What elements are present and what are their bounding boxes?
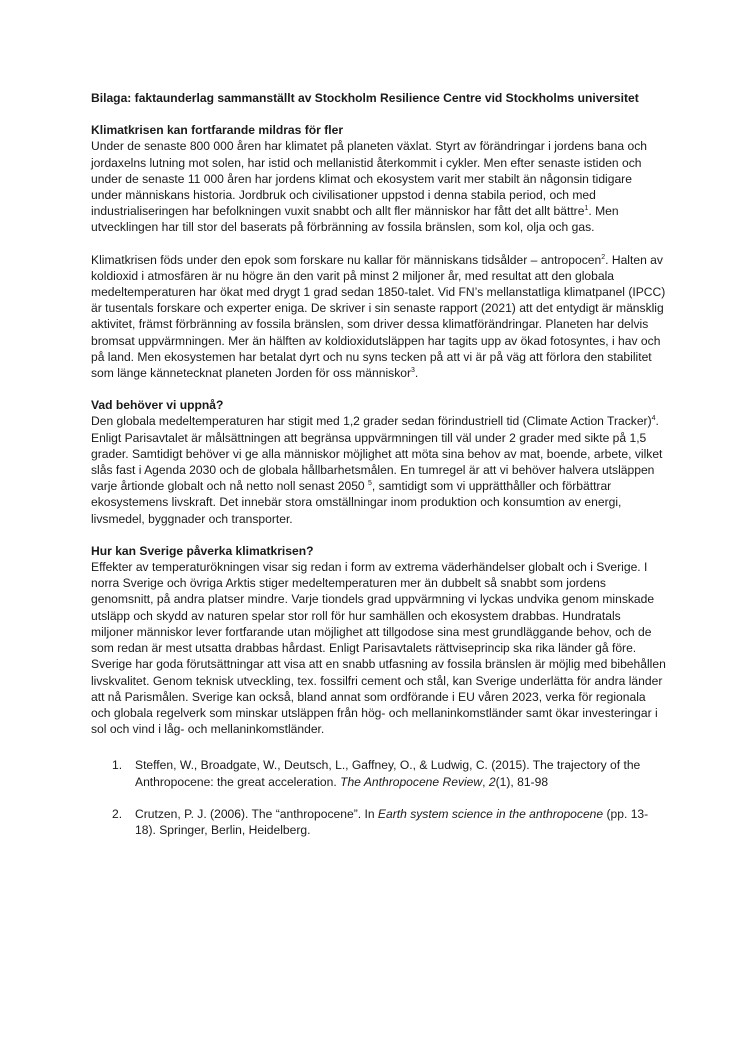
paragraph-text: . Enligt Parisavtalet är målsättningen att begränsa uppvärmningen till väl under 2 grader med sikte på 1,5 grader. Samtidigt behöver vi ge alla människor möjlighet att möta sina behov av mat, boende, arbete, vilket slås fast i Agenda 2030 och de globala hållbarhetsmålen. En tumregel är att vi behöver halvera utsläppen varje årtionde globalt och nå netto noll senast 2050 <box>91 414 663 494</box>
reference-book-title: Earth system science in the anthropocene <box>377 806 604 821</box>
paragraph <box>91 252 666 382</box>
paragraph <box>91 413 666 526</box>
reference-list <box>91 757 666 838</box>
reference-number: 2. <box>112 806 123 821</box>
reference-text: , <box>482 774 489 789</box>
document-title: Bilaga: faktaunderlag sammanställt av Stockholm Resilience Centre vid Stockholms universitet <box>91 91 639 105</box>
footnote-marker: 5 <box>368 480 372 488</box>
section-sweden <box>91 543 666 737</box>
section-heading: Hur kan Sverige påverka klimatkrisen? <box>91 543 314 558</box>
paragraph-text: . <box>414 366 419 381</box>
paragraph-text: . Halten av koldioxid i atmosfären är nu högre än den varit på minst 2 miljoner år, med resultat att den globala medeltemperaturen har ökat med drygt 1 grad sedan 1850-talet. Vid FN’s mellanstatliga klimatpanel (IPCC) är tusentals forskare och experter eniga. De skriver i sin senaste rapport (2021) att det entydigt är mänsklig aktivitet, främst förbränning av fossila bränslen, som driver dessa klimatförändringar. Planeten har delvis bromsat uppvärmningen. Mer än hälften av koldioxidutsläppen har tagits upp av ökad fotosyntes, i hav och på land. Men ekosystemen har betalat dyrt och nu syns tecken på att vi är på väg att förlora den stabilitet som länge kännetecknat planeten Jorden för oss människor <box>91 252 666 381</box>
reference-text: Crutzen, P. J. (2006). The “anthropocene”. In <box>135 806 378 821</box>
paragraph-text: . Men utvecklingen har till stor del baserats på förbränning av fossila bränslen, som kol, olja och gas. <box>91 204 619 235</box>
footnote-marker: 2 <box>601 253 606 261</box>
paragraph-text: Klimatkrisen föds under den epok som forskare nu kallar för människans tidsålder – antropocen <box>91 252 602 267</box>
section-heading: Klimatkrisen kan fortfarande mildras för fler <box>91 123 344 138</box>
paragraph-text: Den globala medeltemperaturen har stigit med 1,2 grader sedan förindustriell tid (Climate Action Tracker) <box>91 414 652 429</box>
reference-volume: 2 <box>488 774 496 789</box>
document-page <box>91 90 666 854</box>
section-goals <box>91 397 666 527</box>
paragraph <box>91 138 666 235</box>
reference-item <box>91 806 666 838</box>
section-climate-crisis <box>91 122 666 381</box>
reference-text: (1), 81-98 <box>495 774 549 789</box>
reference-text: (pp. 13-18). Springer, Berlin, Heidelberg. <box>135 806 649 837</box>
footnote-marker: 4 <box>651 415 656 423</box>
footnote-marker: 1 <box>584 205 589 213</box>
reference-item <box>91 757 666 789</box>
footnote-marker: 3 <box>411 367 415 375</box>
paragraph-text: , samtidigt som vi upprätthåller och förbättrar ekosystemens livskraft. Det innebär stora omställningar inom produktion och konsumtion av energi, livsmedel, byggnader och transporter. <box>91 479 622 526</box>
reference-journal: The Anthropocene Review <box>340 774 483 789</box>
section-heading: Vad behöver vi uppnå? <box>91 398 224 413</box>
reference-text: Steffen, W., Broadgate, W., Deutsch, L., Gaffney, O., & Ludwig, C. (2015). The trajectory of the Anthropocene: the great acceleration. <box>135 758 641 789</box>
paragraph: Effekter av temperaturökningen visar sig redan i form av extrema väderhändelser globalt och i Sverige. I norra Sverige och övriga Arktis stiger medeltemperaturen mer än dubbelt så snabbt som jordens genomsnitt, på andra platser mindre. Varje tiondels grad uppvärmning vi lyckas undvika genom minskade utsläpp och skydd av naturen spelar stor roll för hur samhällen och ekosystem drabbas. Hundratals miljoner människor lever fortfarande utan möjlighet att tillgodose sina mest grundläggande behov, och de som redan är mest utsatta drabbas hårdast. Enligt Parisavtalets rättviseprincip ska rika länder gå före. Sverige har goda förutsättningar att visa att en snabb utfasning av fossila bränslen är möjlig med bibehållen livskvalitet. Genom teknisk utveckling, tex. fossilfri cement och stål, kan Sverige underlätta för andra länder att nå Parismålen. Sverige kan också, bland annat som ordförande i EU våren 2023, verka för regionala och globala regelverk som minskar utsläppen från hög- och mellaninkomstländer samt ökar investeringar i sol och vind i låg- och mellaninkomstländer. <box>91 560 666 737</box>
paragraph-text: Under de senaste 800 000 åren har klimatet på planeten växlat. Styrt av förändringar i jordens bana och jordaxelns lutning mot solen, har istid och mellanistid återkommit i cykler. Men efter senaste istiden och under de senaste 11 000 åren har jordens klimat och ekosystem varit mer stabilt än någonsin tidigare under människans historia. Jordbruk och civilisationer uppstod i denna stabila period, och med industrialiseringen har befolkningen vuxit snabbt och allt fler människor har fått det allt bättre <box>91 139 647 219</box>
reference-number: 1. <box>112 758 123 773</box>
